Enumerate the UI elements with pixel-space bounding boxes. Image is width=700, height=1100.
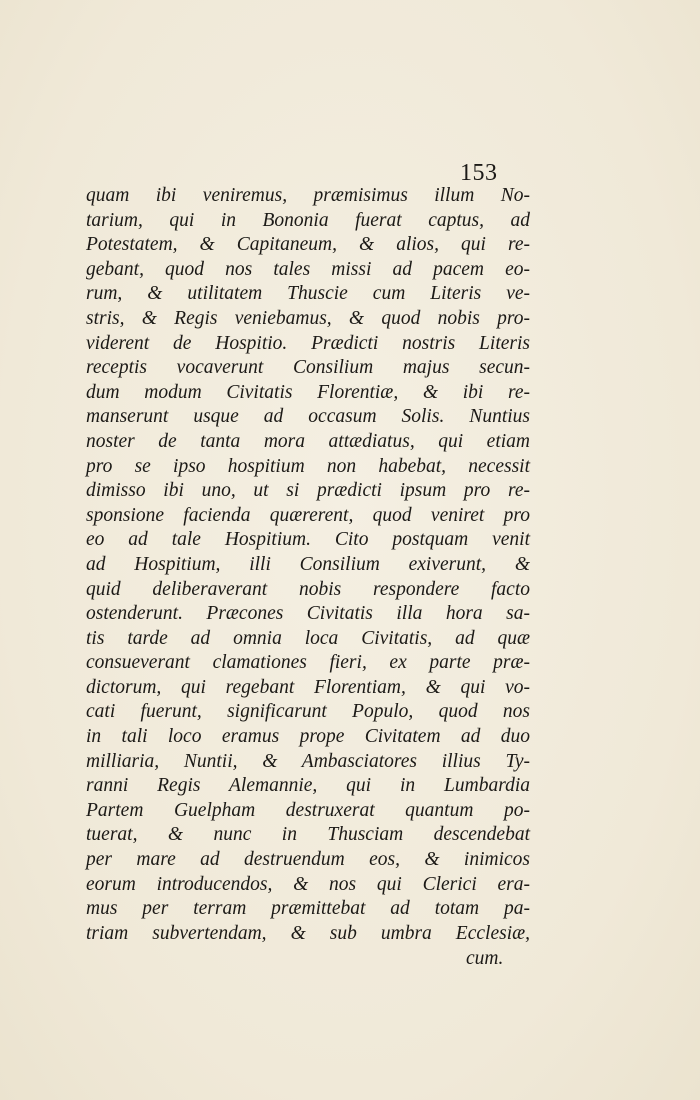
text-line: milliaria, Nuntii, & Ambasciatores illius Ty- bbox=[86, 750, 530, 772]
text-line: tarium, qui in Bononia fuerat captus, ad bbox=[86, 209, 530, 231]
text-line: Partem Guelpham destruxerat quantum po- bbox=[86, 799, 530, 821]
text-line: quam ibi veniremus, præmisimus illum No- bbox=[86, 185, 530, 206]
text-line: ranni Regis Alemannie, qui in Lumbardia bbox=[86, 775, 530, 797]
text-line: per mare ad destruendum eos, & inimicos bbox=[86, 849, 530, 871]
text-line: ad Hospitium, illi Consilium exiverunt, & bbox=[86, 553, 530, 575]
text-line: tuerat, & nunc in Thusciam descendebat bbox=[86, 824, 530, 846]
text-line: consueverant clamationes fieri, ex parte præ- bbox=[86, 652, 530, 674]
text-line: Potestatem, & Capitaneum, & alios, qui re- bbox=[86, 234, 530, 256]
text-line: receptis vocaverunt Consilium majus secun- bbox=[86, 357, 530, 379]
text-line: manserunt usque ad occasum Solis. Nuntius bbox=[86, 406, 530, 428]
text-line: dum modum Civitatis Florentiæ, & ibi re- bbox=[86, 381, 530, 403]
text-line: dictorum, qui regebant Florentiam, & qui vo- bbox=[86, 676, 530, 698]
page-number: 153 bbox=[460, 160, 498, 186]
text-line: in tali loco eramus prope Civitatem ad duo bbox=[86, 726, 530, 748]
text-line: triam subvertendam, & sub umbra Ecclesiæ, bbox=[86, 922, 530, 944]
text-line: tis tarde ad omnia loca Civitatis, ad quæ bbox=[86, 627, 530, 649]
text-line: gebant, quod nos tales missi ad pacem eo- bbox=[86, 258, 530, 280]
text-line: cati fuerunt, significarunt Populo, quod nos bbox=[86, 701, 530, 723]
text-line: noster de tanta mora attædiatus, qui etiam bbox=[86, 430, 530, 452]
text-line: viderent de Hospitio. Prædicti nostris Literis bbox=[86, 332, 530, 354]
text-line: dimisso ibi uno, ut si prædicti ipsum pro re- bbox=[86, 480, 530, 502]
text-line: eo ad tale Hospitium. Cito postquam venit bbox=[86, 529, 530, 551]
body-text bbox=[86, 184, 530, 946]
text-line: quid deliberaverant nobis respondere facto bbox=[86, 578, 530, 600]
text-line: sponsione facienda quærerent, quod veniret pro bbox=[86, 504, 530, 526]
text-line: ostenderunt. Præcones Civitatis illa hora sa- bbox=[86, 603, 530, 625]
text-line: rum, & utilitatem Thuscie cum Literis ve- bbox=[86, 283, 530, 305]
text-line: eorum introducendos, & nos qui Clerici era- bbox=[86, 873, 530, 895]
catchword: cum. bbox=[466, 948, 504, 969]
text-line: pro se ipso hospitium non habebat, necessit bbox=[86, 455, 530, 477]
text-line: stris, & Regis veniebamus, & quod nobis pro- bbox=[86, 307, 530, 329]
text-line: mus per terram præmittebat ad totam pa- bbox=[86, 898, 530, 920]
